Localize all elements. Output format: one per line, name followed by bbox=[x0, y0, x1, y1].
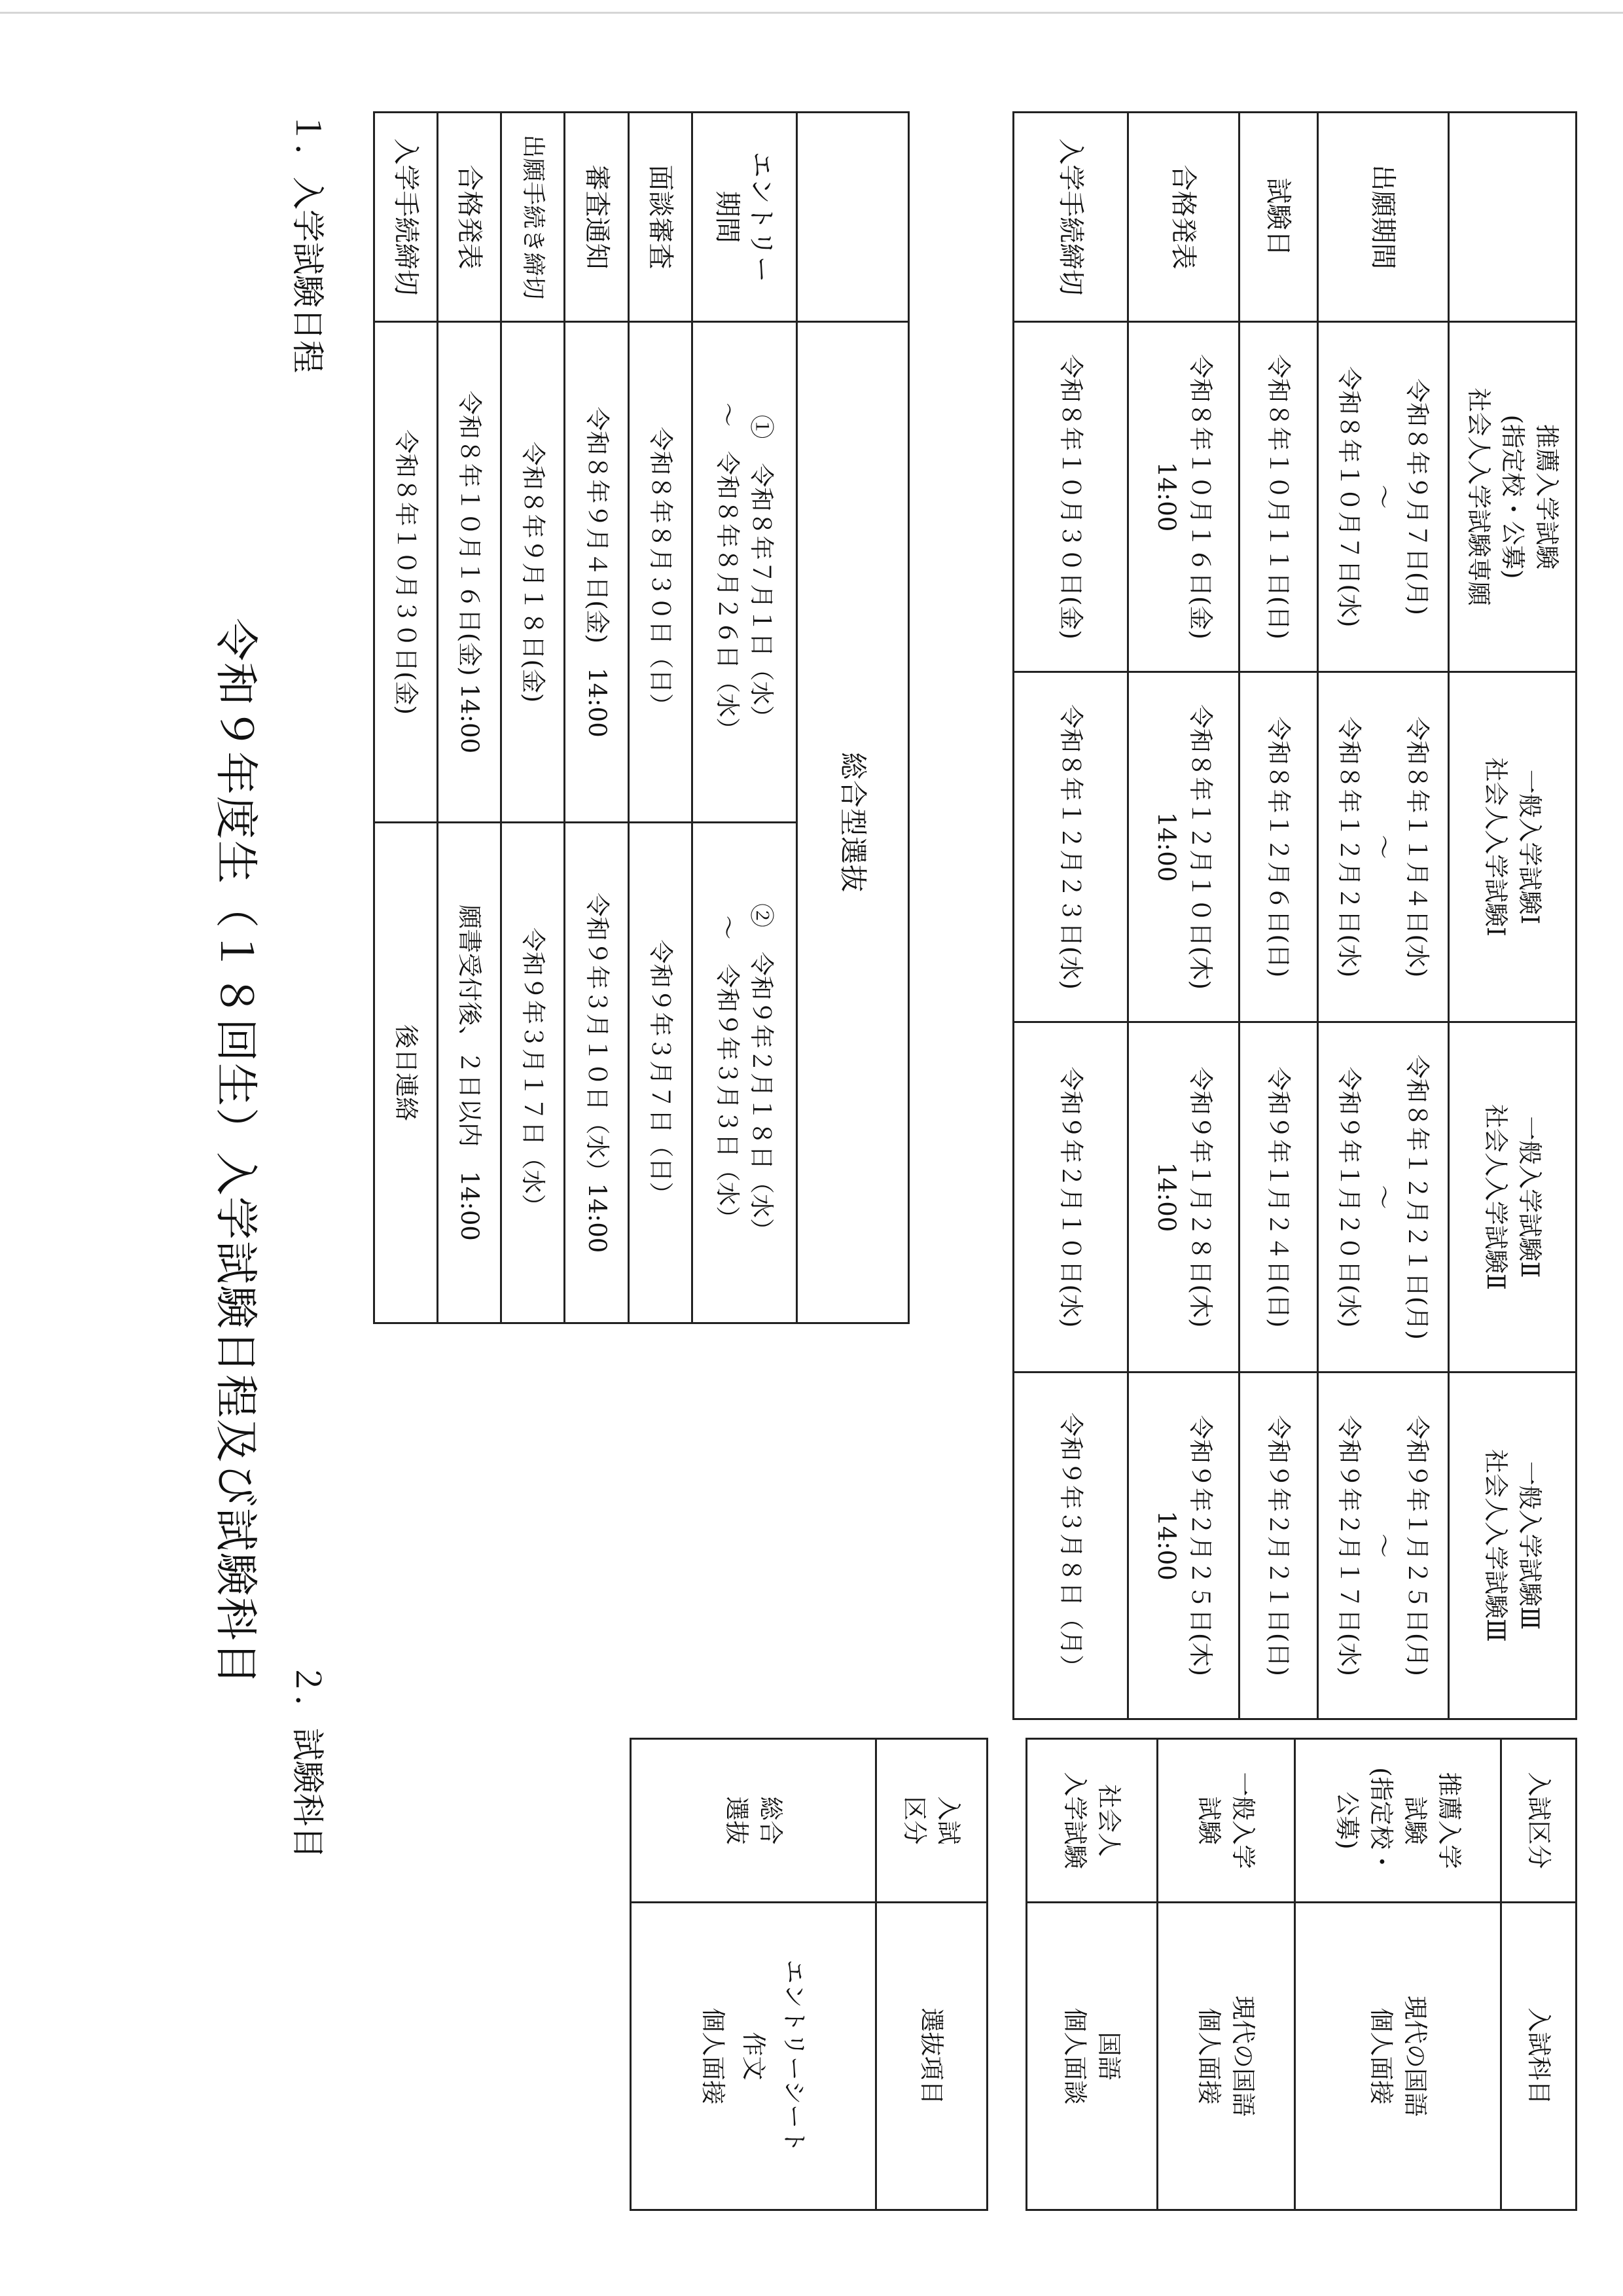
cell-application-period-2 bbox=[1318, 672, 1449, 1022]
row-label-application-period: 出願期間 bbox=[1318, 113, 1449, 322]
cell-exam-date-4: 令和９年２月２１日(日) bbox=[1240, 1372, 1318, 1719]
cell-text: 推薦入学試験 (指定校・公募) 社会人入学試験専願 bbox=[1465, 387, 1561, 606]
header-general-2 bbox=[1449, 1022, 1577, 1372]
cell-enrollment-deadline-1: 令和８年１０月３０日(金) bbox=[1014, 322, 1128, 672]
row-label-result: 合格発表 bbox=[438, 113, 501, 322]
cell-general-subjects bbox=[1158, 1903, 1295, 2210]
comprehensive-subjects-table bbox=[630, 1738, 988, 2211]
cell-text: 令和９年２月２５日(木) 14:00 bbox=[1152, 1415, 1215, 1676]
cell-adult-subjects bbox=[1027, 1903, 1158, 2210]
cell-result-3 bbox=[1128, 1022, 1240, 1372]
header-general-1 bbox=[1449, 672, 1577, 1022]
cell-selection-items bbox=[631, 1903, 876, 2210]
cell-text: 現代の国語 個人面接 bbox=[1367, 1996, 1429, 2117]
document-title: 令和９年度生（１８回生）入学試験日程及び試験科目 bbox=[211, 618, 261, 1686]
cell-text: 一般入学試験Ⅰ 社会人入学試験Ⅰ bbox=[1482, 757, 1544, 937]
row-label-comprehensive bbox=[631, 1739, 876, 1903]
cell-enrollment-deadline-1: 令和８年１０月３０日(金) bbox=[374, 322, 438, 823]
row-label-application-deadline: 出願手続き締切 bbox=[501, 113, 565, 322]
header-recommendation bbox=[1449, 322, 1577, 672]
cell-recommendation-subjects bbox=[1295, 1903, 1501, 2210]
cell-notice-1: 令和８年９月４日(金) 14:00 bbox=[565, 322, 628, 823]
cell-application-period-3 bbox=[1318, 1022, 1449, 1372]
row-label-interview: 面談審査 bbox=[628, 113, 692, 322]
cell-result-1: 令和８年１０月１６日(金) 14:00 bbox=[438, 322, 501, 823]
cell-text: 社会人 入学試験 bbox=[1061, 1772, 1124, 1869]
cell-entry-period-2 bbox=[692, 823, 796, 1323]
cell-notice-2: 令和９年３月１０日（水）14:00 bbox=[565, 823, 628, 1323]
cell-text: 令和８年１１月４日(水) ～ 令和８年１２月２日(水) bbox=[1335, 716, 1432, 978]
cell-text: 総合 選抜 bbox=[722, 1796, 785, 1845]
cell-text: 令和８年１２月１０日(木) 14:00 bbox=[1152, 704, 1215, 990]
header-exam-category bbox=[876, 1739, 988, 1903]
cell-text: 令和９年１月２８日(木) 14:00 bbox=[1152, 1066, 1215, 1328]
header-exam-category: 入試区分 bbox=[1501, 1739, 1577, 1903]
cell-application-deadline-2: 令和９年３月１７日（水） bbox=[501, 823, 565, 1323]
cell-text: 現代の国語 個人面接 bbox=[1195, 1996, 1258, 2117]
row-label-result: 合格発表 bbox=[1128, 113, 1240, 322]
cell-result-1 bbox=[1128, 322, 1240, 672]
row-label-notice: 審査通知 bbox=[565, 113, 628, 322]
exam-subjects-table bbox=[1026, 1738, 1577, 2211]
cell-text: 推薦入学 試験 (指定校・ 公募) bbox=[1333, 1767, 1463, 1874]
header-exam-subjects: 入試科目 bbox=[1501, 1903, 1577, 2210]
header-empty bbox=[1449, 113, 1577, 322]
cell-exam-date-1: 令和８年１０月１１日(日) bbox=[1240, 322, 1318, 672]
cell-text: 令和８年１２月２１日(月) ～ 令和９年１月２０日(水) bbox=[1335, 1054, 1432, 1340]
section-1-heading: １．入学試験日程 bbox=[289, 111, 327, 373]
cell-text: 令和９年１月２５日(月) ～ 令和９年２月１７日(水) bbox=[1335, 1415, 1432, 1676]
cell-application-period-4 bbox=[1318, 1372, 1449, 1719]
row-label-enrollment-deadline: 入学手続締切 bbox=[374, 113, 438, 322]
cell-text: 一般入学 試験 bbox=[1195, 1772, 1258, 1869]
cell-text: ② 令和９年２月１８日（水） ～ 令和９年３月３日（水） bbox=[713, 903, 776, 1242]
cell-text: エントリーシート 作文 個人面接 bbox=[699, 1959, 808, 2153]
row-label-general bbox=[1158, 1739, 1295, 1903]
section-2-heading: ２．試験科目 bbox=[289, 1662, 327, 1859]
cell-result-2: 願書受付後、２日以内 14:00 bbox=[438, 823, 501, 1323]
cell-result-2 bbox=[1128, 672, 1240, 1022]
header-selection-items: 選抜項目 bbox=[876, 1903, 988, 2210]
row-label-adult bbox=[1027, 1739, 1158, 1903]
cell-interview-1: 令和８年８月３０日（日） bbox=[628, 322, 692, 823]
cell-enrollment-deadline-3: 令和９年２月１０日(水) bbox=[1014, 1022, 1128, 1372]
cell-text: ① 令和８年７月１日（水） ～ 令和８年８月２６日（水） bbox=[713, 403, 776, 742]
cell-text: 一般入学試験Ⅱ 社会人入学試験Ⅱ bbox=[1482, 1103, 1544, 1291]
cell-text: 入試 区分 bbox=[901, 1796, 963, 1845]
general-exam-table bbox=[1012, 111, 1577, 1720]
row-label-recommendation bbox=[1295, 1739, 1501, 1903]
cell-exam-date-2: 令和８年１２月６日(日) bbox=[1240, 672, 1318, 1022]
cell-text: エントリー 期間 bbox=[712, 151, 777, 283]
row-label-entry-period bbox=[692, 113, 796, 322]
cell-application-deadline-1: 令和８年９月１８日(金) bbox=[501, 322, 565, 823]
cell-enrollment-deadline-4: 令和９年３月８日（月） bbox=[1014, 1372, 1128, 1719]
cell-result-4 bbox=[1128, 1372, 1240, 1719]
header-empty bbox=[796, 113, 908, 322]
cell-text: 令和８年９月７日(月) ～ 令和８年１０月７日(水) bbox=[1335, 366, 1432, 628]
cell-exam-date-3: 令和９年１月２４日(日) bbox=[1240, 1022, 1318, 1372]
cell-enrollment-deadline-2: 後日連絡 bbox=[374, 823, 438, 1323]
cell-text: 一般入学試験Ⅲ 社会人入学試験Ⅲ bbox=[1482, 1449, 1544, 1642]
header-comprehensive: 総合型選抜 bbox=[796, 322, 908, 1323]
cell-enrollment-deadline-2: 令和８年１２月２３日(水) bbox=[1014, 672, 1128, 1022]
cell-text: 令和８年１０月１６日(金) 14:00 bbox=[1152, 354, 1215, 639]
cell-entry-period-1 bbox=[692, 322, 796, 823]
header-general-3 bbox=[1449, 1372, 1577, 1719]
cell-text: 国語 個人面談 bbox=[1061, 2007, 1124, 2105]
row-label-enrollment-deadline: 入学手続締切 bbox=[1014, 113, 1128, 322]
cell-interview-2: 令和９年３月７日（日） bbox=[628, 823, 692, 1323]
cell-application-period-1 bbox=[1318, 322, 1449, 672]
row-label-exam-date: 試験日 bbox=[1240, 113, 1318, 322]
comprehensive-selection-table bbox=[373, 111, 910, 1324]
